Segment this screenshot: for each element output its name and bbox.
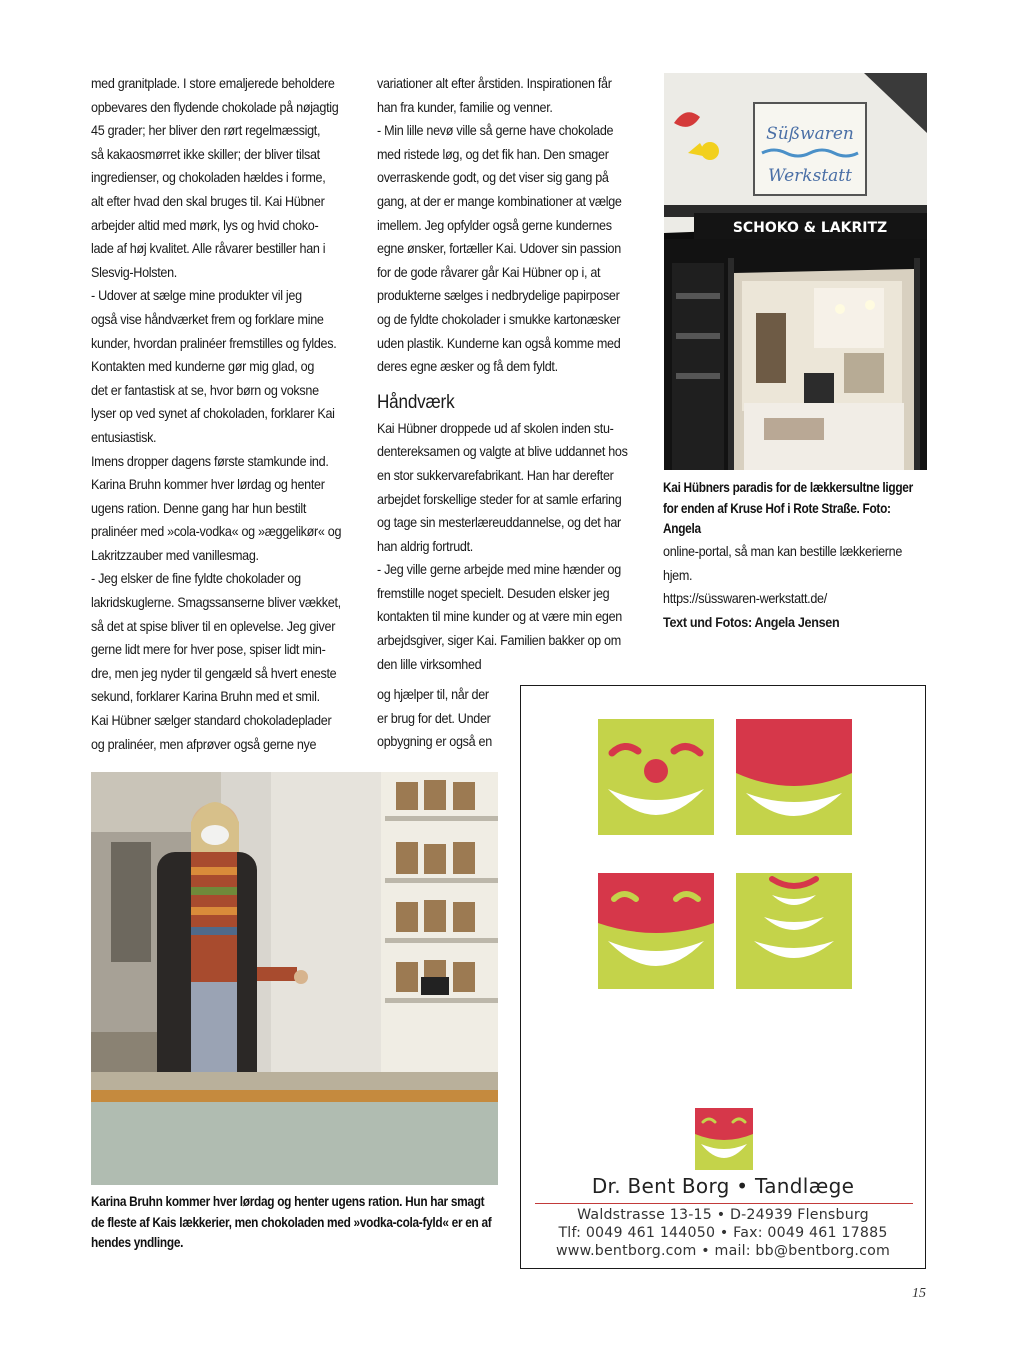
- text-line: for de gode råvarer går Kai Hübner op i, at: [377, 263, 601, 280]
- text-line: arbejdet forskellige steder for at samle erfaring: [377, 490, 622, 507]
- dentist-logo-icon: [695, 1108, 753, 1170]
- text-line: entusiastisk.: [91, 428, 157, 445]
- text-line: egne ønsker, fortæller Kai. Udover sin passion: [377, 240, 621, 257]
- text-line: lyser op ved synet af chokoladen, forklarer Kai: [91, 405, 335, 422]
- text-line[interactable]: https://süsswaren-werkstatt.de/: [663, 590, 827, 607]
- text-line: fremstille noget specielt. Desuden elsker jeg: [377, 584, 610, 601]
- text-line: Imens dropper dagens første stamkunde ind.: [91, 452, 329, 469]
- text-line: og pralinéer, men afprøver også gerne nye: [91, 735, 317, 752]
- text-line: alt efter hvad den skal bruges til. Kai Hübner: [91, 192, 325, 209]
- smile-tile-4: [736, 873, 852, 989]
- text-line: med granitplade. I store emaljerede beholdere: [91, 75, 335, 91]
- text-line: - Jeg ville gerne arbejde med mine hænder og: [377, 561, 621, 578]
- text-line: gang, at der er mange kombinationer at vælge: [377, 192, 622, 209]
- shop-logo-bottom: Werkstatt: [768, 166, 852, 186]
- text-line: Kontakten med kunderne gør mig glad, og: [91, 358, 315, 375]
- text-line: Lakritzzauber med vanillesmag.: [91, 546, 259, 563]
- text-line: Slesvig-Holsten.: [91, 263, 178, 280]
- smile-tile-2: [736, 719, 852, 835]
- text-line: imellem. Jeg opfylder også gerne kundernes: [377, 216, 612, 233]
- column-3-paragraphs: [663, 540, 933, 611]
- text-line: - Jeg elsker de fine fyldte chokolader og: [91, 570, 301, 587]
- text-line: overraskende godt, og det viser sig gang på: [377, 169, 609, 186]
- text-line: også vise håndværket frem og forklare mine: [91, 310, 324, 327]
- shop-front-photo: [664, 73, 927, 470]
- column-2-paragraphs-after: [377, 417, 646, 677]
- text-line: så det at spise bliver til en oplevelse. Jeg giver: [91, 617, 336, 634]
- author-credit: Text und Fotos: Angela Jensen: [663, 613, 840, 630]
- smile-tile-3: [598, 873, 714, 989]
- text-line: dentereksamen og valgte at blive uddannet hos: [377, 443, 628, 460]
- text-line: 45 grader; her bliver den rørt regelmæssigt,: [91, 122, 321, 139]
- ad-divider: [535, 1203, 913, 1204]
- text-line: opbevares den flydende chokolade på nøjagtig: [91, 98, 339, 115]
- text-line: arbejdsgiver, siger Kai. Familien bakker op om: [377, 632, 621, 649]
- dentist-address: Waldstrasse 13-15 • D-24939 Flensburg: [577, 1207, 869, 1223]
- text-line: den lille virksomhed: [377, 655, 482, 672]
- dentist-name: Dr. Bent Borg • Tandlæge: [591, 1174, 855, 1198]
- text-line: produkterne sælges i nedbrydelige papirposer: [377, 287, 620, 304]
- dentist-web: www.bentborg.com • mail: bb@bentborg.com: [555, 1243, 891, 1259]
- text-line: variationer alt efter årstiden. Inspirationen får: [377, 75, 612, 91]
- text-line: kontakten til mine kunder og at være min egen: [377, 608, 622, 625]
- shop-banner-text: SCHOKO & LAKRITZ: [732, 220, 888, 236]
- text-line: ugens ration. Denne gang har hun bestilt: [91, 499, 307, 516]
- page-number: 15: [912, 1286, 926, 1301]
- dentist-phone: Tlf: 0049 461 144050 • Fax: 0049 461 17885: [558, 1225, 888, 1241]
- text-line: med ristede løg, og det fik han. Den smager: [377, 145, 609, 162]
- shop-photo-caption: Kai Hübners paradis for de lækkersultne ligger for enden af Kruse Hof i Rote Straße. Foto: Angela: [663, 480, 913, 536]
- text-line: Kai Hübner droppede ud af skolen inden stu-: [377, 419, 614, 436]
- article-column-3: [663, 540, 933, 634]
- text-line: pralinéer med »cola-vodka« og »æggelikør« og: [91, 523, 342, 540]
- text-line: en stor sukkervarefabrikant. Han har derefter: [377, 466, 614, 483]
- text-line: lakridskuglerne. Smagssanserne bliver vækket,: [91, 594, 341, 611]
- customer-illustration: [91, 772, 498, 1185]
- text-line: ingredienser, og chokoladen hældes i forme,: [91, 169, 326, 186]
- text-line: og de fyldte chokolader i smukke kartonæsker: [377, 310, 621, 327]
- text-line: Karina Bruhn kommer hver lørdag og henter: [91, 476, 325, 493]
- text-line: så kakaosmørret ikke skiller; der bliver tilsat: [91, 145, 320, 162]
- text-line: lade af høj kvalitet. Alle råvarer bestiller han i: [91, 240, 326, 257]
- customer-photo-caption: Karina Bruhn kommer hver lørdag og henter ugens ration. Hun har smagt de fleste af Kais lækkerier, men chokoladen med »vodka-cola-fyld« er en af hendes yndlinge.: [91, 1194, 492, 1250]
- customer-photo: [91, 772, 498, 1185]
- text-line: og tage sin mesterlæreuddannelse, og det har: [377, 514, 621, 531]
- text-line: gerne lidt mere for hver pose, spiser lidt min-: [91, 641, 326, 658]
- text-line: uden plastik. Kunderne kan også komme med: [377, 334, 621, 351]
- text-line: det er fantastisk at se, hvor børn og voksne: [91, 381, 319, 398]
- shop-logo-top: Süßwaren: [766, 124, 854, 144]
- text-line: arbejder altid med mørk, lys og hvid choko-: [91, 216, 319, 233]
- text-line: deres egne æsker og få dem fyldt.: [377, 358, 558, 375]
- column-2-paragraphs: [377, 72, 646, 379]
- dentist-advertisement: [520, 685, 926, 1269]
- text-line: kunder, hvordan pralinéer fremstilles og fyldes.: [91, 334, 337, 351]
- text-line: opbygning er også en: [377, 733, 492, 750]
- text-line: og hjælper til, når der: [377, 686, 489, 702]
- article-column-2-narrow: [377, 683, 503, 754]
- shop-front-illustration: [664, 73, 927, 470]
- text-line: online-portal, så man kan bestille lækkerierne: [663, 543, 903, 559]
- text-line: - Udover at sælge mine produkter vil jeg: [91, 287, 302, 304]
- text-line: hjem.: [663, 566, 693, 583]
- smile-tile-1: [598, 719, 714, 835]
- text-line: - Min lille nevø ville så gerne have chokolade: [377, 122, 614, 139]
- text-line: Kai Hübner sælger standard chokoladeplader: [91, 712, 332, 729]
- text-line: sekund, forklarer Karina Bruhn med et smil.: [91, 688, 320, 705]
- article-column-2: [377, 72, 646, 676]
- text-line: han aldrig fortrudt.: [377, 537, 473, 554]
- text-line: er brug for det. Under: [377, 709, 491, 726]
- article-column-1: [91, 72, 361, 756]
- section-heading: Håndværk: [377, 391, 455, 413]
- text-line: dre, men jeg nyder til gengæld så hvert eneste: [91, 664, 337, 681]
- text-line: han fra kunder, familie og venner.: [377, 98, 553, 115]
